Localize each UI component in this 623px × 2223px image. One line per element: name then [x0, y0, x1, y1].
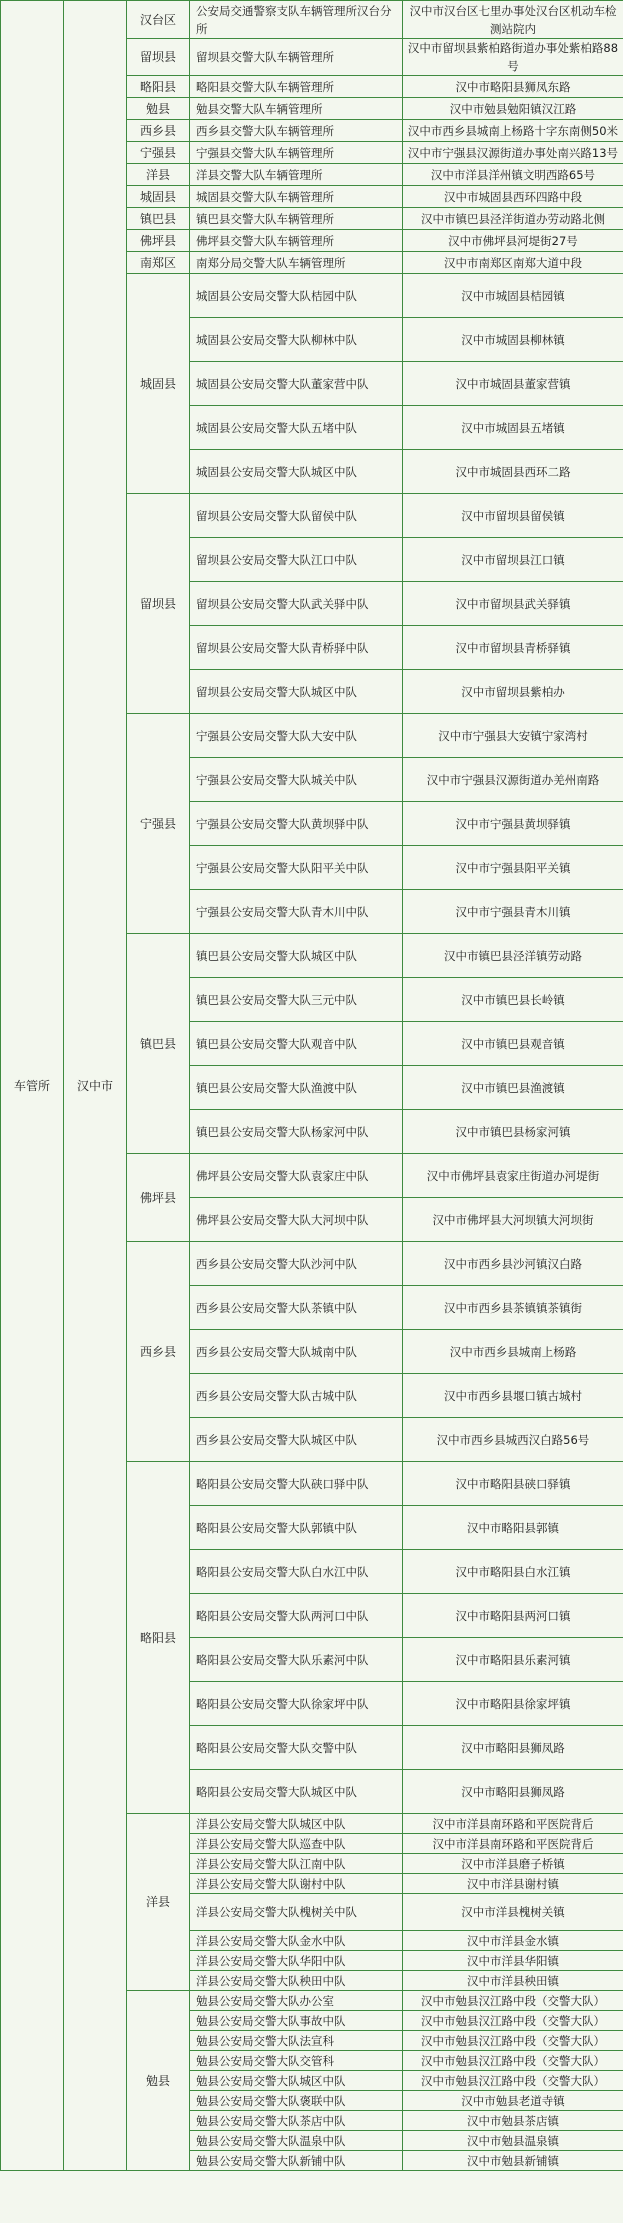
squad-name-cell: 勉县公安局交警大队褒联中队 — [190, 2091, 403, 2111]
squad-name-cell: 洋县公安局交警大队江南中队 — [190, 1854, 403, 1874]
office-name-cell: 南郑分局交警大队车辆管理所 — [190, 252, 403, 274]
address-cell: 汉中市城固县柳林镇 — [403, 318, 623, 362]
office-name-cell: 留坝县交警大队车辆管理所 — [190, 39, 403, 76]
county-cell: 留坝县 — [127, 494, 190, 714]
county-cell: 城固县 — [127, 186, 190, 208]
squad-name-cell: 略阳县公安局交警大队两河口中队 — [190, 1594, 403, 1638]
address-cell: 汉中市勉县温泉镇 — [403, 2131, 623, 2151]
address-cell: 汉中市城固县西环四路中段 — [403, 186, 623, 208]
county-cell: 勉县 — [127, 98, 190, 120]
squad-name-cell: 留坝县公安局交警大队江口中队 — [190, 538, 403, 582]
county-cell: 镇巴县 — [127, 934, 190, 1154]
squad-name-cell: 洋县公安局交警大队城区中队 — [190, 1814, 403, 1834]
squad-name-cell: 西乡县公安局交警大队城南中队 — [190, 1330, 403, 1374]
county-cell: 略阳县 — [127, 1462, 190, 1814]
squad-name-cell: 洋县公安局交警大队秧田中队 — [190, 1971, 403, 1991]
office-type-cell: 车管所 — [1, 1, 64, 2171]
address-cell: 汉中市宁强县汉源街道办事处南兴路13号 — [403, 142, 623, 164]
address-cell: 汉中市西乡县茶镇镇茶镇街 — [403, 1286, 623, 1330]
address-cell: 汉中市镇巴县长岭镇 — [403, 978, 623, 1022]
address-cell: 汉中市勉县新铺镇 — [403, 2151, 623, 2171]
address-cell: 汉中市留坝县紫柏办 — [403, 670, 623, 714]
address-cell: 汉中市西乡县城南上杨路 — [403, 1330, 623, 1374]
address-cell: 汉中市宁强县黄坝驿镇 — [403, 802, 623, 846]
office-name-cell: 勉县交警大队车辆管理所 — [190, 98, 403, 120]
county-cell: 西乡县 — [127, 1242, 190, 1462]
address-cell: 汉中市佛坪县袁家庄街道办河堤街 — [403, 1154, 623, 1198]
address-cell: 汉中市佛坪县河堤街27号 — [403, 230, 623, 252]
squad-name-cell: 留坝县公安局交警大队城区中队 — [190, 670, 403, 714]
squad-name-cell: 宁强县公安局交警大队黄坝驿中队 — [190, 802, 403, 846]
address-cell: 汉中市南郑区南郑大道中段 — [403, 252, 623, 274]
squad-name-cell: 宁强县公安局交警大队青木川中队 — [190, 890, 403, 934]
squad-name-cell: 略阳县公安局交警大队徐家坪中队 — [190, 1682, 403, 1726]
squad-name-cell: 佛坪县公安局交警大队袁家庄中队 — [190, 1154, 403, 1198]
address-cell: 汉中市洋县谢村镇 — [403, 1874, 623, 1894]
address-cell: 汉中市城固县桔园镇 — [403, 274, 623, 318]
address-cell: 汉中市略阳县白水江镇 — [403, 1550, 623, 1594]
squad-name-cell: 西乡县公安局交警大队古城中队 — [190, 1374, 403, 1418]
office-name-cell: 西乡县交警大队车辆管理所 — [190, 120, 403, 142]
address-cell: 汉中市略阳县狮凤路 — [403, 1770, 623, 1814]
squad-name-cell: 勉县公安局交警大队交管科 — [190, 2051, 403, 2071]
address-cell: 汉中市城固县西环二路 — [403, 450, 623, 494]
squad-name-cell: 勉县公安局交警大队法宣科 — [190, 2031, 403, 2051]
squad-name-cell: 勉县公安局交警大队茶店中队 — [190, 2111, 403, 2131]
county-cell: 佛坪县 — [127, 230, 190, 252]
address-cell: 汉中市镇巴县杨家河镇 — [403, 1110, 623, 1154]
county-cell: 镇巴县 — [127, 208, 190, 230]
squad-name-cell: 略阳县公安局交警大队交警中队 — [190, 1726, 403, 1770]
squad-name-cell: 留坝县公安局交警大队留侯中队 — [190, 494, 403, 538]
address-cell: 汉中市勉县勉阳镇汉江路 — [403, 98, 623, 120]
county-cell: 略阳县 — [127, 76, 190, 98]
squad-name-cell: 略阳县公安局交警大队白水江中队 — [190, 1550, 403, 1594]
city-cell: 汉中市 — [64, 1, 127, 2171]
squad-name-cell: 洋县公安局交警大队槐树关中队 — [190, 1894, 403, 1931]
address-cell: 汉中市勉县汉江路中段（交警大队） — [403, 2011, 623, 2031]
county-cell: 勉县 — [127, 1991, 190, 2171]
squad-name-cell: 略阳县公安局交警大队乐素河中队 — [190, 1638, 403, 1682]
address-cell: 汉中市汉台区七里办事处汉台区机动车检测站院内 — [403, 1, 623, 39]
squad-name-cell: 略阳县公安局交警大队硖口驿中队 — [190, 1462, 403, 1506]
squad-name-cell: 西乡县公安局交警大队茶镇中队 — [190, 1286, 403, 1330]
squad-name-cell: 宁强县公安局交警大队大安中队 — [190, 714, 403, 758]
address-cell: 汉中市略阳县徐家坪镇 — [403, 1682, 623, 1726]
address-cell: 汉中市洋县槐树关镇 — [403, 1894, 623, 1931]
squad-name-cell: 洋县公安局交警大队谢村中队 — [190, 1874, 403, 1894]
squad-name-cell: 略阳县公安局交警大队城区中队 — [190, 1770, 403, 1814]
address-cell: 汉中市西乡县沙河镇汉白路 — [403, 1242, 623, 1286]
squad-name-cell: 宁强县公安局交警大队阳平关中队 — [190, 846, 403, 890]
county-cell: 洋县 — [127, 1814, 190, 1991]
address-cell: 汉中市镇巴县泾洋街道办劳动路北侧 — [403, 208, 623, 230]
address-cell: 汉中市留坝县江口镇 — [403, 538, 623, 582]
address-cell: 汉中市留坝县紫柏路街道办事处紫柏路88号 — [403, 39, 623, 76]
address-cell: 汉中市洋县南环路和平医院背后 — [403, 1834, 623, 1854]
squad-name-cell: 西乡县公安局交警大队城区中队 — [190, 1418, 403, 1462]
county-cell: 城固县 — [127, 274, 190, 494]
squad-name-cell: 宁强县公安局交警大队城关中队 — [190, 758, 403, 802]
squad-name-cell: 城固县公安局交警大队桔园中队 — [190, 274, 403, 318]
address-cell: 汉中市略阳县乐素河镇 — [403, 1638, 623, 1682]
table-row — [1, 1, 623, 39]
address-cell: 汉中市镇巴县泾洋镇劳动路 — [403, 934, 623, 978]
squad-name-cell: 镇巴县公安局交警大队杨家河中队 — [190, 1110, 403, 1154]
squad-name-cell: 勉县公安局交警大队事故中队 — [190, 2011, 403, 2031]
county-cell: 宁强县 — [127, 714, 190, 934]
address-cell: 汉中市洋县华阳镇 — [403, 1951, 623, 1971]
address-cell: 汉中市城固县五堵镇 — [403, 406, 623, 450]
squad-name-cell: 勉县公安局交警大队温泉中队 — [190, 2131, 403, 2151]
squad-name-cell: 勉县公安局交警大队办公室 — [190, 1991, 403, 2011]
address-cell: 汉中市勉县汉江路中段（交警大队） — [403, 1991, 623, 2011]
address-cell: 汉中市西乡县堰口镇古城村 — [403, 1374, 623, 1418]
squad-name-cell: 镇巴县公安局交警大队观音中队 — [190, 1022, 403, 1066]
office-name-cell: 宁强县交警大队车辆管理所 — [190, 142, 403, 164]
office-name-cell: 公安局交通警察支队车辆管理所汉台分所 — [190, 1, 403, 39]
address-cell: 汉中市宁强县阳平关镇 — [403, 846, 623, 890]
office-name-cell: 镇巴县交警大队车辆管理所 — [190, 208, 403, 230]
county-cell: 西乡县 — [127, 120, 190, 142]
address-cell: 汉中市洋县洋州镇文明西路65号 — [403, 164, 623, 186]
squad-name-cell: 城固县公安局交警大队城区中队 — [190, 450, 403, 494]
address-cell: 汉中市略阳县两河口镇 — [403, 1594, 623, 1638]
address-cell: 汉中市留坝县青桥驿镇 — [403, 626, 623, 670]
address-cell: 汉中市略阳县硖口驿镇 — [403, 1462, 623, 1506]
squad-name-cell: 洋县公安局交警大队巡查中队 — [190, 1834, 403, 1854]
county-cell: 宁强县 — [127, 142, 190, 164]
office-name-cell: 洋县交警大队车辆管理所 — [190, 164, 403, 186]
county-cell: 南郑区 — [127, 252, 190, 274]
address-cell: 汉中市宁强县大安镇宁家湾村 — [403, 714, 623, 758]
squad-name-cell: 城固县公安局交警大队柳林中队 — [190, 318, 403, 362]
address-cell: 汉中市洋县秧田镇 — [403, 1971, 623, 1991]
county-cell: 佛坪县 — [127, 1154, 190, 1242]
address-cell: 汉中市略阳县狮凤路 — [403, 1726, 623, 1770]
squad-name-cell: 勉县公安局交警大队新铺中队 — [190, 2151, 403, 2171]
address-cell: 汉中市留坝县武关驿镇 — [403, 582, 623, 626]
table-body — [1, 1, 623, 2171]
address-cell: 汉中市勉县茶店镇 — [403, 2111, 623, 2131]
squad-name-cell: 西乡县公安局交警大队沙河中队 — [190, 1242, 403, 1286]
county-cell: 留坝县 — [127, 39, 190, 76]
address-cell: 汉中市勉县老道寺镇 — [403, 2091, 623, 2111]
squad-name-cell: 镇巴县公安局交警大队城区中队 — [190, 934, 403, 978]
squad-name-cell: 留坝县公安局交警大队青桥驿中队 — [190, 626, 403, 670]
squad-name-cell: 镇巴县公安局交警大队三元中队 — [190, 978, 403, 1022]
address-cell: 汉中市宁强县青木川镇 — [403, 890, 623, 934]
address-cell: 汉中市勉县汉江路中段（交警大队） — [403, 2071, 623, 2091]
address-cell: 汉中市洋县南环路和平医院背后 — [403, 1814, 623, 1834]
address-cell: 汉中市勉县汉江路中段（交警大队） — [403, 2031, 623, 2051]
address-cell: 汉中市镇巴县观音镇 — [403, 1022, 623, 1066]
address-cell: 汉中市略阳县狮凤东路 — [403, 76, 623, 98]
office-name-cell: 城固县交警大队车辆管理所 — [190, 186, 403, 208]
address-cell: 汉中市城固县董家营镇 — [403, 362, 623, 406]
address-cell: 汉中市留坝县留侯镇 — [403, 494, 623, 538]
address-cell: 汉中市洋县金水镇 — [403, 1931, 623, 1951]
county-cell: 洋县 — [127, 164, 190, 186]
address-cell: 汉中市略阳县郭镇 — [403, 1506, 623, 1550]
squad-name-cell: 留坝县公安局交警大队武关驿中队 — [190, 582, 403, 626]
squad-name-cell: 城固县公安局交警大队董家营中队 — [190, 362, 403, 406]
squad-name-cell: 镇巴县公安局交警大队渔渡中队 — [190, 1066, 403, 1110]
squad-name-cell: 洋县公安局交警大队金水中队 — [190, 1931, 403, 1951]
squad-name-cell: 略阳县公安局交警大队郭镇中队 — [190, 1506, 403, 1550]
address-cell: 汉中市勉县汉江路中段（交警大队） — [403, 2051, 623, 2071]
address-cell: 汉中市宁强县汉源街道办羌州南路 — [403, 758, 623, 802]
office-name-cell: 佛坪县交警大队车辆管理所 — [190, 230, 403, 252]
county-cell: 汉台区 — [127, 1, 190, 39]
office-name-cell: 略阳县交警大队车辆管理所 — [190, 76, 403, 98]
address-cell: 汉中市西乡县城南上杨路十字东南侧50米 — [403, 120, 623, 142]
squad-name-cell: 洋县公安局交警大队华阳中队 — [190, 1951, 403, 1971]
address-cell: 汉中市西乡县城西汉白路56号 — [403, 1418, 623, 1462]
address-cell: 汉中市洋县磨子桥镇 — [403, 1854, 623, 1874]
address-cell: 汉中市佛坪县大河坝镇大河坝街 — [403, 1198, 623, 1242]
squad-name-cell: 勉县公安局交警大队城区中队 — [190, 2071, 403, 2091]
squad-name-cell: 城固县公安局交警大队五堵中队 — [190, 406, 403, 450]
squad-name-cell: 佛坪县公安局交警大队大河坝中队 — [190, 1198, 403, 1242]
address-cell: 汉中市镇巴县渔渡镇 — [403, 1066, 623, 1110]
